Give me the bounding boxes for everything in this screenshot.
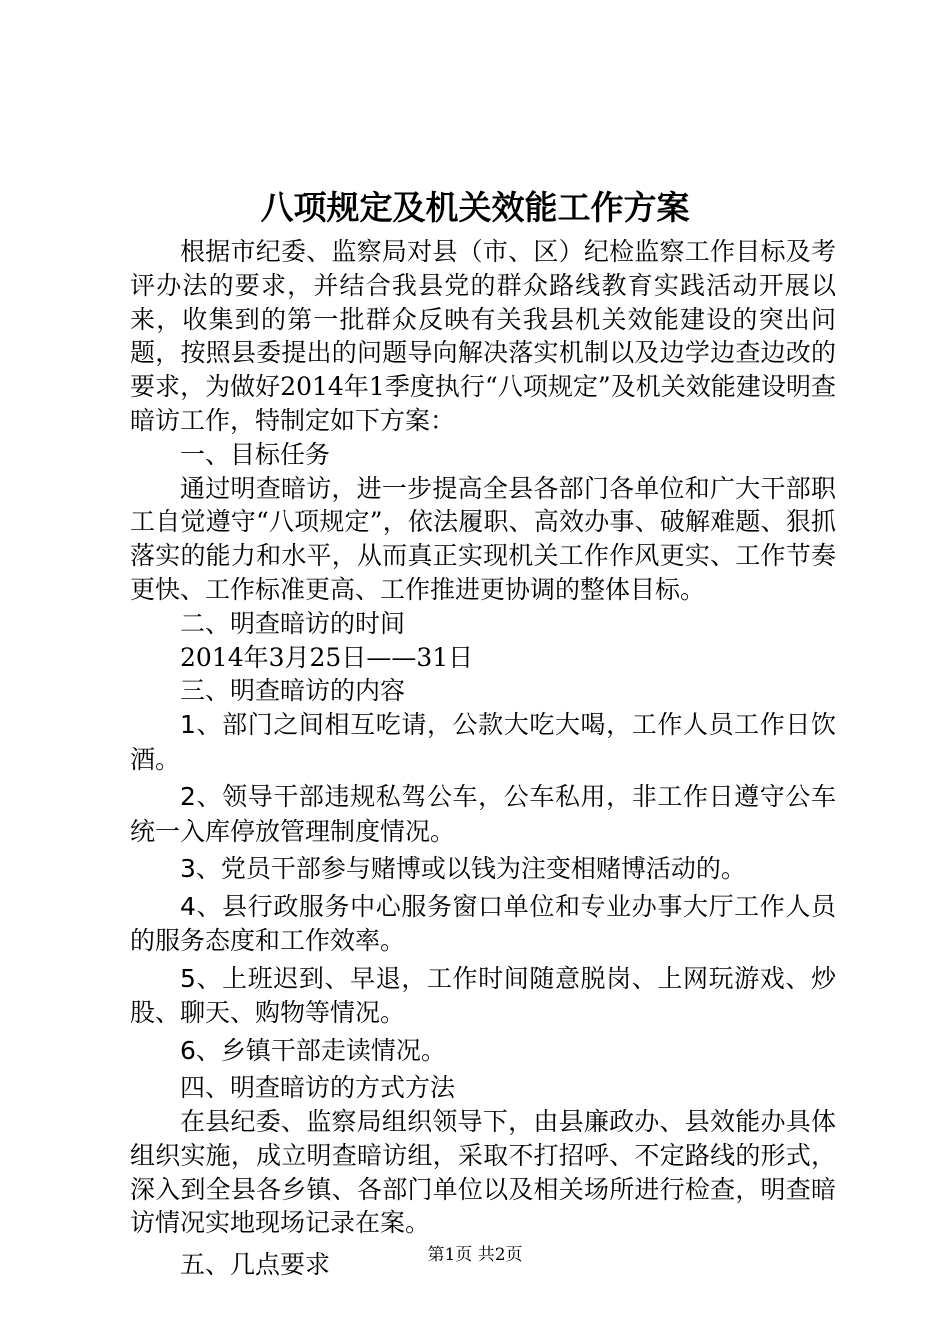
- document-title: 八项规定及机关效能工作方案: [260, 188, 690, 227]
- page-footer: 第1页 共2页: [427, 1245, 523, 1265]
- section-heading-content: 三、明查暗访的内容: [180, 676, 406, 706]
- content-item: 3、党员干部参与赌博或以钱为注变相赌博活动的。: [180, 854, 746, 884]
- content-item: 5、上班迟到、早退，工作时间随意脱岗、上网玩游戏、炒股、聊天、购物等情况。: [130, 963, 836, 1028]
- content-item: 2、领导干部违规私驾公车，公车私用，非工作日遵守公车统一入库停放管理制度情况。: [130, 782, 836, 846]
- content-item: 4、县行政服务中心服务窗口单位和专业办事大厅工作人员的服务态度和工作效率。: [130, 891, 836, 956]
- section-heading-goals: 一、目标任务: [180, 439, 331, 469]
- intro-paragraph: 根据市纪委、监察局对县（市、区）纪检监察工作目标及考评办法的要求，并结合我县党的群众路线教育实践活动开展以来，收集到的第一批群众反映有关我县机关效能建设的突出问题，按照县委提出的问题导向解决落实机制以及边学边查边改的要求，为做好2014年1季度执行“八项规定”及机关效能建设明查暗访工作，特制定如下方案：: [130, 237, 836, 435]
- section-text-goals: 通过明查暗访，进一步提高全县各部门各单位和广大干部职工自觉遵守“八项规定”，依法履职、高效办事、破解难题、狠抓落实的能力和水平，从而真正实现机关工作作风更实、工作节奏更快、工作标准更高、工作推进更协调的整体目标。: [130, 473, 836, 604]
- content-item: 6、乡镇干部走读情况。: [180, 1035, 446, 1065]
- section-heading-requirements: 五、几点要求: [180, 1250, 331, 1280]
- section-heading-methods: 四、明查暗访的方式方法: [180, 1073, 456, 1103]
- section-text-time: 2014年3月25日——31日: [180, 642, 474, 672]
- document-body: [130, 235, 836, 1282]
- section-text-methods: 在县纪委、监察局组织领导下，由县廉政办、县效能办具体组织实施，成立明查暗访组，采取不打招呼、不定路线的形式，深入到全县各乡镇、各部门单位以及相关场所进行检查，明查暗访情况实地现场记录在案。: [130, 1106, 836, 1238]
- section-heading-time: 二、明查暗访的时间: [180, 608, 406, 638]
- content-item: 1、部门之间相互吃请，公款大吃大喝，工作人员工作日饮酒。: [130, 710, 836, 774]
